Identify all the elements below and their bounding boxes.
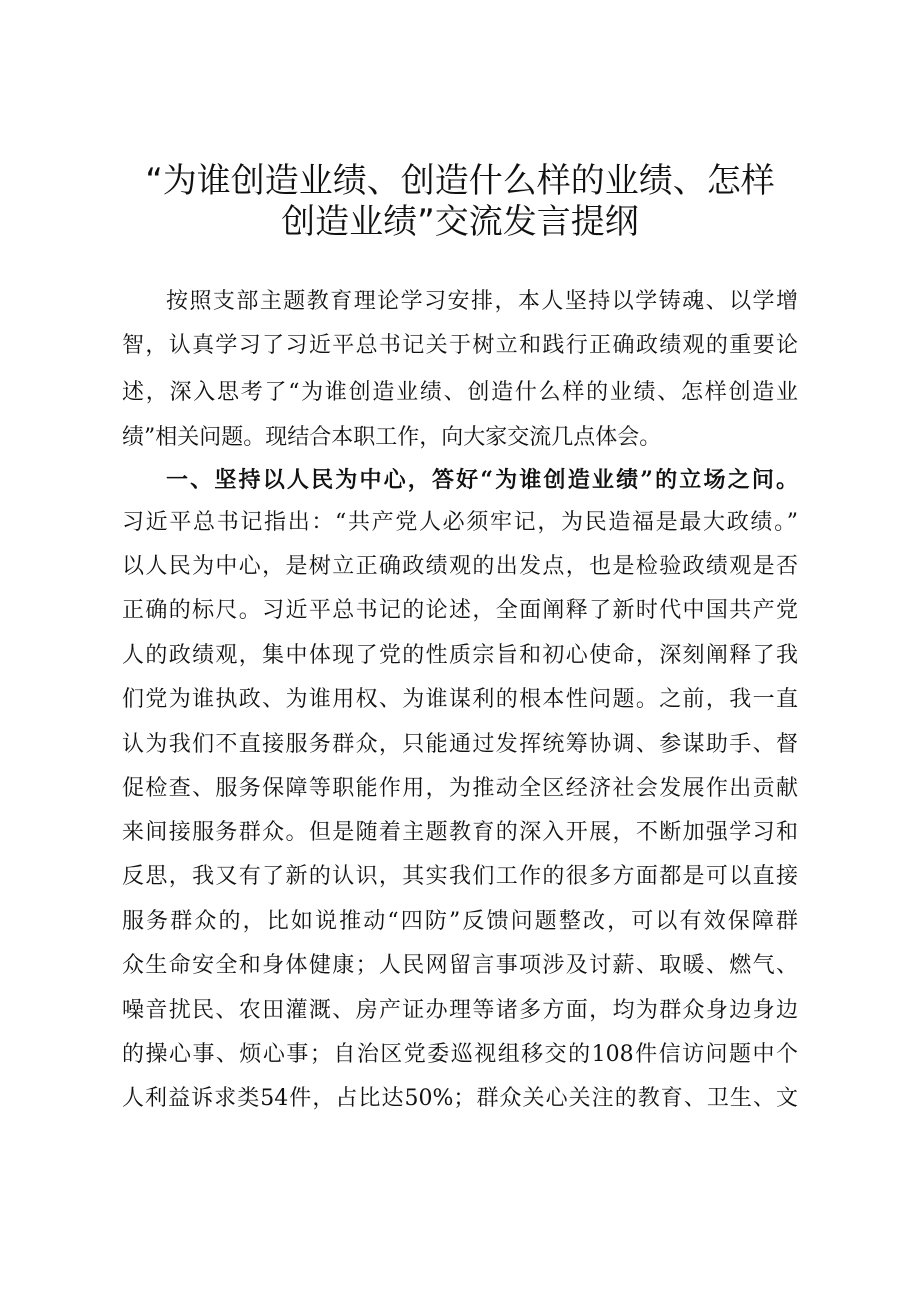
text-line: 按照支部主题教育理论学习安排，本人坚持以学铸魂、以学增 <box>166 289 798 314</box>
text-line: 认为我们不直接服务群众，只能通过发挥统筹协调、参谋助手、督 <box>122 732 798 757</box>
text-line: 众生命安全和身体健康；人民网留言事项涉及讨薪、取暖、燃气、 <box>122 953 798 978</box>
text-line: 人利益诉求类54件，占比达50%；群众关心关注的教育、卫生、文 <box>122 1086 798 1111</box>
text-line: 以人民为中心，是树立正确政绩观的出发点，也是检验政绩观是否 <box>122 554 798 579</box>
text-line: 促检查、服务保障等职能作用，为推动全区经济社会发展作出贡献 <box>122 776 798 801</box>
text-line: 智，认真学习了习近平总书记关于树立和践行正确政绩观的重要论 <box>122 333 798 358</box>
text-line: 述，深入思考了“为谁创造业绩、创造什么样的业绩、怎样创造业 <box>122 380 798 405</box>
text-line: 绩”相关问题。现结合本职工作，向大家交流几点体会。 <box>122 425 662 450</box>
text-line: 来间接服务群众。但是随着主题教育的深入开展，不断加强学习和 <box>122 820 798 845</box>
text-line: 习近平总书记指出：“共产党人必须牢记，为民造福是最大政绩。” <box>122 510 798 535</box>
document-title-line-2: 创造业绩”交流发言提纲 <box>281 202 639 242</box>
text-line: 反思，我又有了新的认识，其实我们工作的很多方面都是可以直接 <box>122 864 798 889</box>
text-line: 人的政绩观，集中体现了党的性质宗旨和初心使命，深刻阐释了我 <box>122 643 798 668</box>
text-line: 服务群众的，比如说推动“四防”反馈问题整改，可以有效保障群 <box>122 909 798 934</box>
section-heading-1: 一、坚持以人民为中心，答好“为谁创造业绩”的立场之问。 <box>166 467 798 493</box>
text-line: 噪音扰民、农田灌溉、房产证办理等诸多方面，均为群众身边身边 <box>122 998 798 1023</box>
text-line: 们党为谁执政、为谁用权、为谁谋利的根本性问题。之前，我一直 <box>122 687 798 712</box>
text-line: 正确的标尺。习近平总书记的论述，全面阐释了新时代中国共产党 <box>122 598 798 623</box>
document-title-line-1: “为谁创造业绩、创造什么样的业绩、怎样 <box>145 161 775 201</box>
text-line: 的操心事、烦心事；自治区党委巡视组移交的108件信访问题中个 <box>122 1042 798 1067</box>
